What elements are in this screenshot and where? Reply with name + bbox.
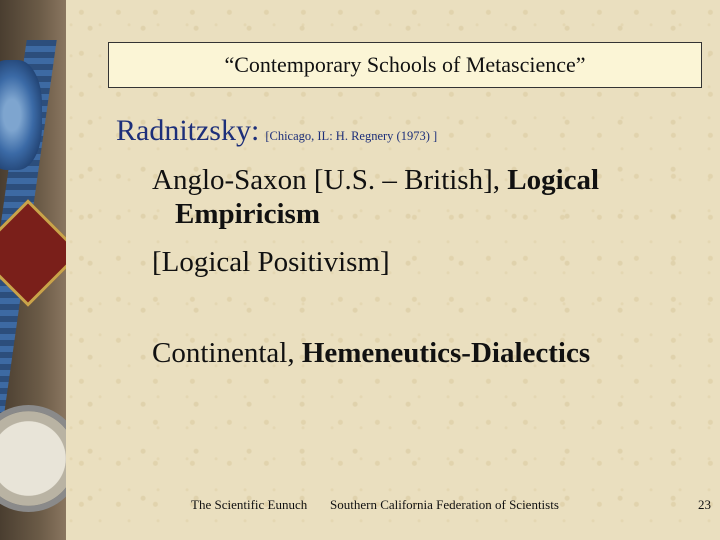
slide-title-box: [108, 42, 702, 88]
bullet-anglo-saxon-bold-2: Empiricism: [175, 198, 320, 230]
bullet-continental-bold: Hemeneutics-Dialectics: [301, 337, 591, 369]
bullet-anglo-saxon-bold-1: Logical: [507, 164, 600, 196]
page-number: 23: [698, 497, 711, 512]
slide-title: “Contemporary Schools of Metascience”: [224, 52, 586, 77]
author-name: Radnitzsky:: [116, 114, 260, 147]
compass-icon: [0, 405, 66, 512]
bullet-anglo-saxon: [152, 163, 599, 231]
decorative-medal-image: [0, 0, 66, 540]
bullet-continental: [152, 337, 590, 370]
ribbon-rosette: [0, 60, 42, 170]
bullet-continental-text: Continental,: [152, 337, 302, 369]
heading-line: [116, 114, 437, 148]
footer-center-text: Southern California Federation of Scientists: [330, 497, 559, 512]
bullet-logical-positivism: [Logical Positivism]: [152, 246, 390, 278]
bullet-anglo-saxon-text: Anglo-Saxon [U.S. – British],: [152, 164, 508, 196]
footer-left-text: The Scientific Eunuch: [191, 497, 308, 512]
citation-reference: [Chicago, IL: H. Regnery (1973) ]: [265, 129, 438, 143]
